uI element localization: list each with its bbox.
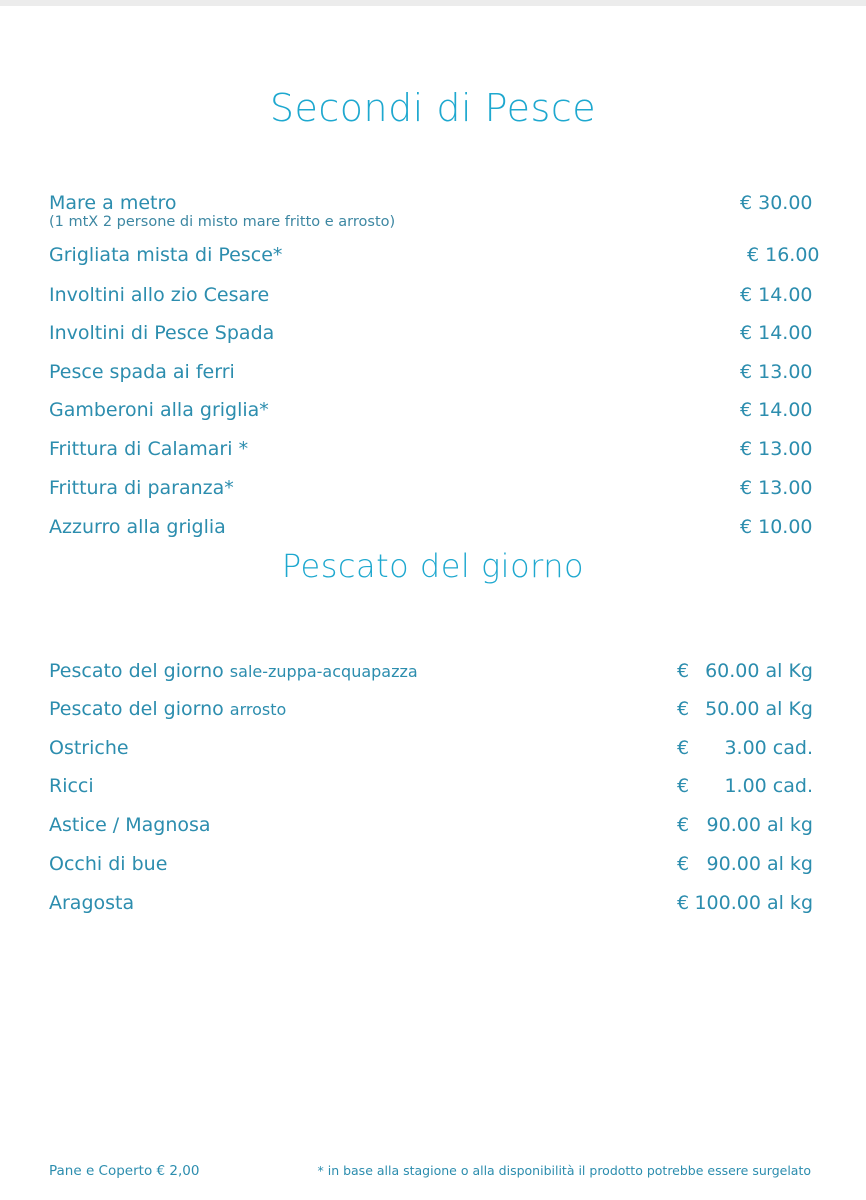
menu-item: [49, 814, 819, 844]
item-name: Involtini allo zio Cesare: [49, 284, 270, 306]
item-name: Astice / Magnosa: [49, 814, 211, 836]
item-name: Ricci: [49, 775, 94, 797]
item-currency: €: [677, 660, 690, 682]
item-currency: €: [677, 853, 690, 875]
menu-item: [49, 477, 819, 507]
item-name-text: Pescato del giorno: [49, 660, 224, 682]
section-title-secondi-di-pesce: Secondi di Pesce: [269, 86, 597, 130]
item-amount: 100.00 al kg: [694, 892, 813, 914]
menu-item: [49, 737, 819, 767]
item-price: € 14.00: [740, 322, 813, 344]
item-name: [49, 660, 418, 682]
item-amount: 1.00 cad.: [724, 775, 813, 797]
item-note: arrosto: [229, 700, 287, 719]
item-currency: €: [677, 775, 690, 797]
item-price: € 14.00: [740, 399, 813, 421]
item-currency: €: [677, 814, 690, 836]
menu-item: [49, 399, 819, 429]
item-name-text: Pescato del giorno: [49, 698, 224, 720]
item-name: [49, 698, 286, 720]
item-description: (1 mtX 2 persone di misto mare fritto e arrosto): [49, 214, 396, 230]
menu-item: [49, 775, 819, 805]
menu-item: [49, 192, 819, 230]
item-name: Azzurro alla griglia: [49, 516, 226, 538]
item-note: sale-zuppa-acquapazza: [229, 662, 418, 681]
item-name: Pesce spada ai ferri: [49, 361, 235, 383]
menu-item: [49, 244, 819, 274]
item-price: € 16.00: [747, 244, 820, 266]
item-name: Involtini di Pesce Spada: [49, 322, 275, 344]
top-divider: [0, 0, 866, 6]
menu-item: [49, 322, 819, 352]
item-amount: 3.00 cad.: [724, 737, 813, 759]
menu-item: [49, 698, 819, 728]
section-title-pescato-del-giorno: Pescato del giorno: [281, 547, 585, 585]
item-price: € 14.00: [740, 284, 813, 306]
item-currency: €: [677, 892, 690, 914]
item-name: Aragosta: [49, 892, 135, 914]
menu-item: [49, 516, 819, 546]
item-name: Mare a metro: [49, 192, 177, 214]
menu-item: [49, 361, 819, 391]
menu-item: [49, 660, 819, 690]
item-currency: €: [677, 698, 690, 720]
item-name: Frittura di paranza*: [49, 477, 234, 499]
item-price: € 30.00: [740, 192, 813, 214]
item-name: Frittura di Calamari *: [49, 438, 249, 460]
cover-charge-note: Pane e Coperto € 2,00: [49, 1163, 200, 1179]
item-amount: 60.00 al Kg: [705, 660, 813, 682]
item-price: € 13.00: [740, 438, 813, 460]
item-name: Occhi di bue: [49, 853, 168, 875]
item-amount: 90.00 al kg: [706, 814, 813, 836]
item-price: € 13.00: [740, 477, 813, 499]
item-name: Grigliata mista di Pesce*: [49, 244, 283, 266]
item-amount: 90.00 al kg: [706, 853, 813, 875]
menu-item: [49, 892, 819, 922]
menu-item: [49, 438, 819, 468]
item-name: Ostriche: [49, 737, 129, 759]
item-name: Gamberoni alla griglia*: [49, 399, 269, 421]
item-price: € 10.00: [740, 516, 813, 538]
menu-item: [49, 284, 819, 314]
frozen-product-disclaimer: * in base alla stagione o alla disponibilità il prodotto potrebbe essere surgelato: [317, 1163, 811, 1178]
item-amount: 50.00 al Kg: [705, 698, 813, 720]
item-price: € 13.00: [740, 361, 813, 383]
menu-item: [49, 853, 819, 883]
item-currency: €: [677, 737, 690, 759]
